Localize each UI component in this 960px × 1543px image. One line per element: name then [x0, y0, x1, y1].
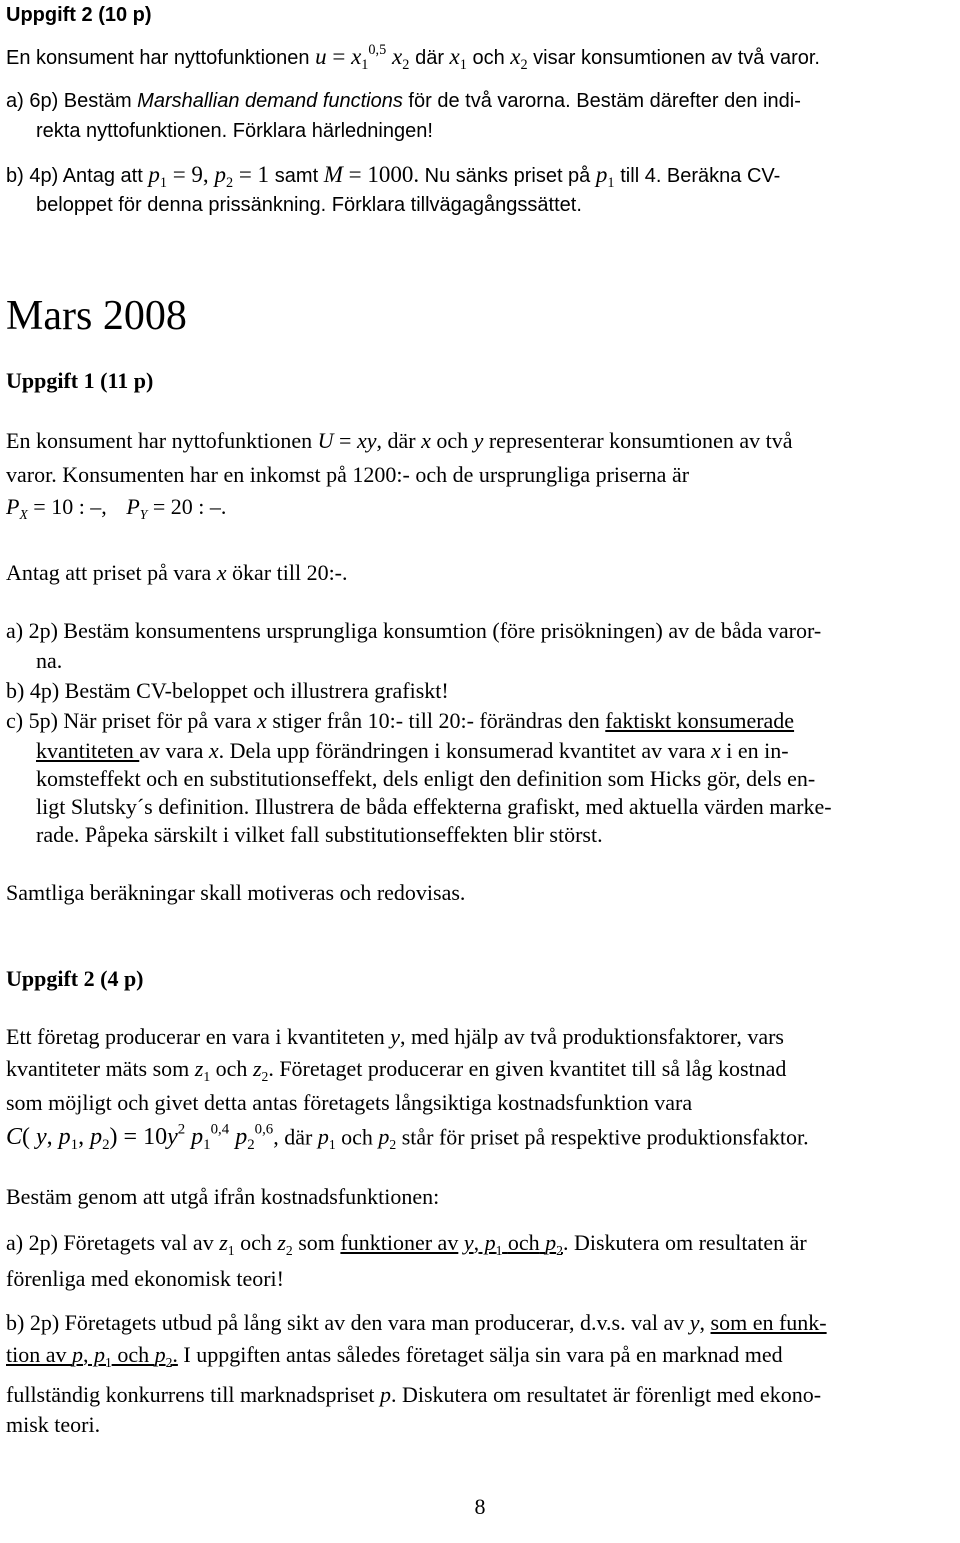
s3-b-line2: tion av p, $p_1$ och $p_2$. I uppgiften antas således företaget sälja sin vara på en marknad med: [6, 1342, 783, 1370]
s2-intro-line1: En konsument har nyttofunktionen U = xy, där x och y representerar konsumtionen av två: [6, 428, 793, 453]
s1-a-line2: rekta nyttofunktionen. Förklara härledningen!: [36, 120, 433, 142]
s2-c-line1: c) 5p) När priset för på vara x stiger från 10:- till 20:- förändras den faktiskt konsumerade: [6, 708, 795, 733]
s2-c-line3: komsteffekt och en substitutionseffekt, dels enligt den definition som Hicks gör, dels en-: [36, 766, 816, 791]
s2-b-line: b) 4p) Bestäm CV-beloppet och illustrera grafiskt!: [6, 678, 449, 703]
heading-uppgift-1: Uppgift 1 (11 p): [6, 368, 154, 393]
title-mars-2008: Mars 2008: [6, 293, 187, 339]
s3-line4: C( y, $p_1$, $p_2) = 10y^2$ $p_1^{0,4}$ $p_2^{0,6}$, där $p_1$ och $p_2$ står för priset på respektive produktionsfaktor.: [6, 1122, 809, 1154]
page-number: 8: [474, 1494, 486, 1519]
s2-intro-line2: varor. Konsumenten har en inkomst på 1200:- och de ursprungliga priserna är: [6, 462, 690, 487]
s3-bestam: Bestäm genom att utgå ifrån kostnadsfunktionen:: [6, 1184, 440, 1209]
s3-b-line1: b) 2p) Företagets utbud på lång sikt av den vara man producerar, d.v.s. val av y, som en funk-: [6, 1310, 827, 1335]
s2-c-line4: ligt Slutsky´s definition. Illustrera de båda effekterna grafiskt, med aktuella värden marke-: [36, 794, 832, 819]
s2-a-line2: na.: [36, 648, 63, 673]
s3-a-line2: förenliga med ekonomisk teori!: [6, 1266, 284, 1291]
s1-b-line2: beloppet för denna prissänkning. Förklara tillvägagångssättet.: [36, 194, 582, 216]
heading-uppgift-2-4p: Uppgift 2 (4 p): [6, 966, 144, 991]
s3-a-line1: a) 2p) Företagets val av $z_1$ och $z_2$ som funktioner av y, $p_1$ och $p_2$. Diskutera om resultaten är: [6, 1230, 807, 1258]
s2-antag-line: Antag att priset på vara x ökar till 20:-.: [6, 560, 348, 585]
s3-line1: Ett företag producerar en vara i kvantiteten y, med hjälp av två produktionsfaktorer, vars: [6, 1024, 784, 1049]
heading-uppgift-2-10p: Uppgift 2 (10 p): [6, 4, 152, 26]
s2-a-line1: a) 2p) Bestäm konsumentens ursprungliga konsumtion (före prisökningen) av de båda varor-: [6, 618, 822, 643]
s1-a-line1: a) 6p) Bestäm Marshallian demand functions för de två varorna. Bestäm därefter den indi-: [6, 90, 801, 112]
s3-line3: som möjligt och givet detta antas företagets långsiktiga kostnadsfunktion vara: [6, 1090, 693, 1115]
s2-c-line2: kvantiteten av vara x. Dela upp förändringen i konsumerad kvantitet av vara x i en in-: [36, 738, 789, 763]
s1-intro-line: En konsument har nyttofunktionen $u = x_1^{0,5}$ $x_2$ där $x_1$ och $x_2$ visar konsumtionen av två varor.: [6, 42, 820, 73]
s3-b-line3: fullständig konkurrens till marknadspriset p. Diskutera om resultatet är förenligt med ekono-: [6, 1382, 822, 1407]
s1-b-line1: b) 4p) Antag att $p_1 = 9$, $p_2 = 1$ samt M = 1000. Nu sänks priset på $p_1$ till 4. Beräkna CV-: [6, 162, 781, 191]
s2-c-line5: rade. Påpeka särskilt i vilket fall substitutionseffekten blir störst.: [36, 822, 603, 847]
s3-line2: kvantiteter mäts som $z_1$ och $z_2$. Företaget producerar en given kvantitet till så låg kostnad: [6, 1056, 787, 1084]
price-formula: $P_X = 10$ : –, $P_Y = 20$ : –.: [6, 494, 227, 522]
cost-function: C( y, $p_1$, $p_2) = 10y^2$ $p_1^{0,4}$ $p_2^{0,6}$: [6, 1122, 274, 1154]
s2-samtliga: Samtliga beräkningar skall motiveras och redovisas.: [6, 880, 466, 905]
utility-formula: $u = x_1^{0,5}$ $x_2$: [315, 42, 410, 73]
s3-b-line4: misk teori.: [6, 1412, 101, 1437]
